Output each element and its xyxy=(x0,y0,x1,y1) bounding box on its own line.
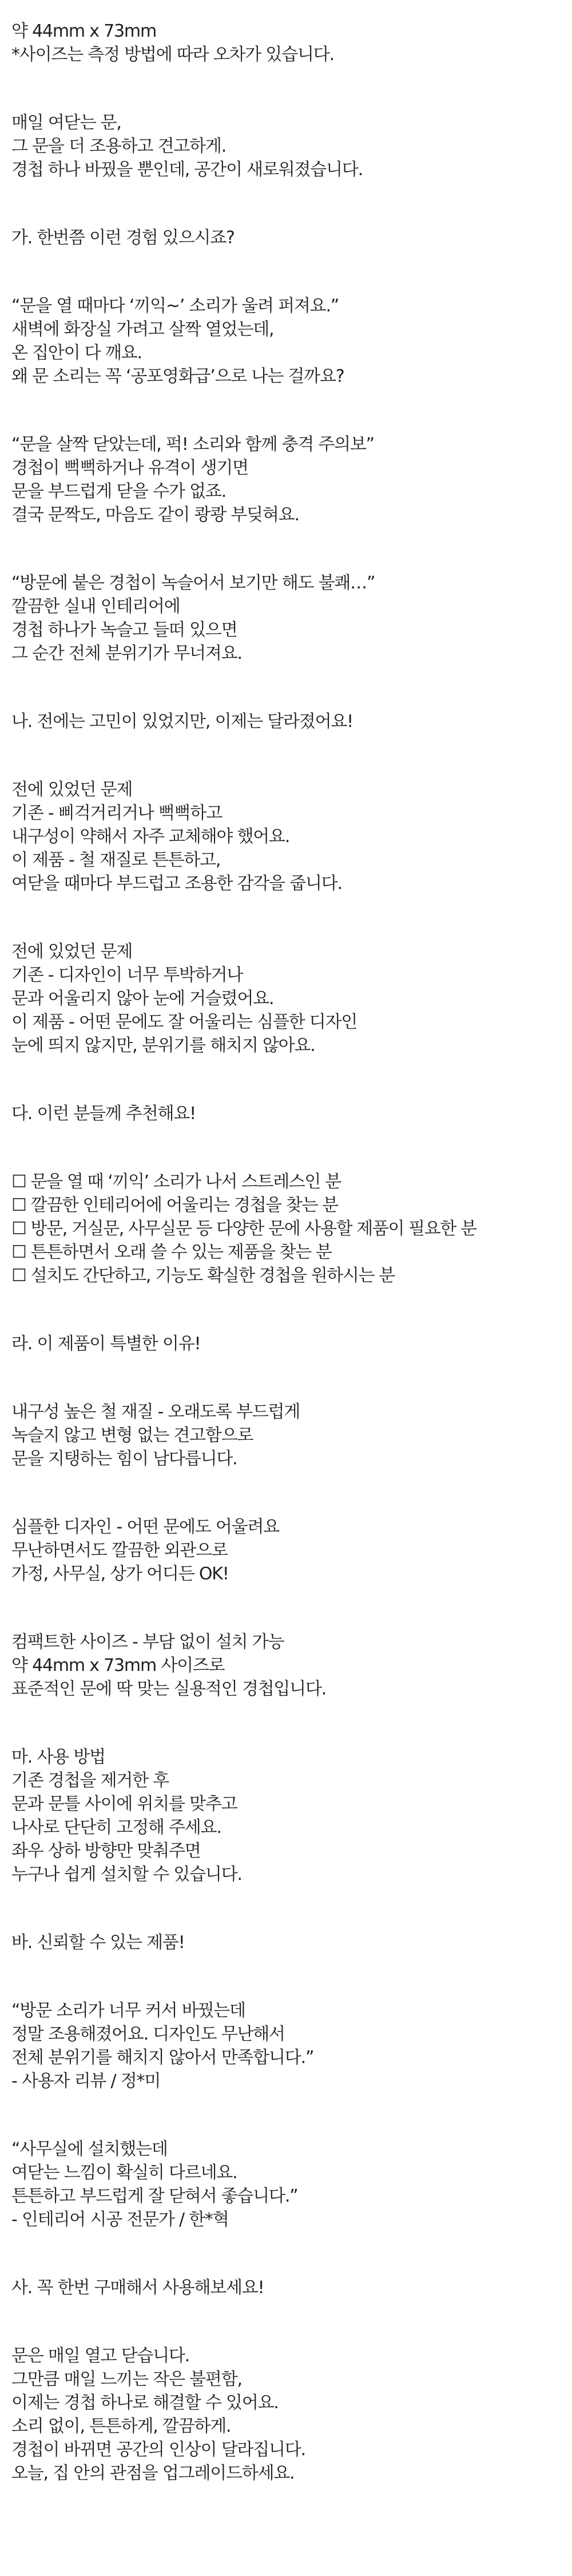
checklist-item: ☐ 깔끔한 인테리어에 어울리는 경첩을 찾는 분 xyxy=(11,1195,338,1215)
text-line: 무난하면서도 깔끔한 외관으로 xyxy=(11,1540,228,1560)
text-line: 내구성 높은 철 재질 - 오래도록 부드럽게 xyxy=(11,1402,300,1422)
text-paragraph xyxy=(11,571,572,665)
text-line: 문과 문틀 사이에 위치를 맞추고 xyxy=(11,1794,237,1814)
text-paragraph xyxy=(11,778,572,895)
text-line: 이 제품 - 철 재질로 튼튼하고, xyxy=(11,850,221,870)
text-line: 이 제품 - 어떤 문에도 잘 어울리는 심플한 디자인 xyxy=(11,1012,357,1032)
text-paragraph xyxy=(11,1999,572,2093)
text-line: 경첩 하나가 녹슬고 들떠 있으면 xyxy=(11,620,237,640)
text-line: 기존 - 디자인이 너무 투박하거나 xyxy=(11,965,243,985)
section-heading xyxy=(11,2276,572,2300)
text-line: 전에 있었던 문제 xyxy=(11,942,133,962)
text-line: 매일 여닫는 문, xyxy=(11,113,121,133)
text-paragraph xyxy=(11,940,572,1057)
text-paragraph xyxy=(11,1745,572,1886)
checklist-item: ☐ 방문, 거실문, 사무실문 등 다양한 문에 사용할 제품이 필요한 분 xyxy=(11,1219,476,1239)
text-line: 내구성이 약해서 자주 교체해야 했어요. xyxy=(11,827,290,847)
text-line: 전체 분위기를 해치지 않아서 만족합니다.” xyxy=(11,2048,314,2068)
text-paragraph xyxy=(11,433,572,527)
text-paragraph xyxy=(11,111,572,181)
text-line: 누구나 쉽게 설치할 수 있습니다. xyxy=(11,1864,242,1884)
text-line: 컴팩트한 사이즈 - 부담 없이 설치 가능 xyxy=(11,1632,284,1652)
checklist-item: ☐ 튼튼하면서 오래 쓸 수 있는 제품을 찾는 분 xyxy=(11,1242,332,1262)
text-line: 소리 없이, 튼튼하게, 깔끔하게. xyxy=(11,2416,231,2436)
text-paragraph xyxy=(11,1515,572,1586)
text-line: 결국 문짝도, 마음도 같이 쾅쾅 부딪혀요. xyxy=(11,505,299,525)
text-line: 왜 문 소리는 꼭 ‘공포영화급’으로 나는 걸까요? xyxy=(11,366,344,386)
text-line: 가. 한번쯤 이런 경험 있으시죠? xyxy=(11,228,235,248)
text-line: 그 순간 전체 분위기가 무너져요. xyxy=(11,643,242,663)
text-paragraph xyxy=(11,2344,572,2485)
text-line: 그 문을 더 조용하고 견고하게. xyxy=(11,136,227,156)
text-line: 이제는 경첩 하나로 해결할 수 있어요. xyxy=(11,2393,279,2413)
text-line: 사. 꼭 한번 구매해서 사용해보세요! xyxy=(11,2278,264,2298)
text-line: 정말 조용해졌어요. 디자인도 무난해서 xyxy=(11,2024,285,2044)
text-line: “문을 열 때마다 ‘끼익~’ 소리가 울려 퍼져요.” xyxy=(11,296,339,316)
text-line: 온 집안이 다 깨요. xyxy=(11,343,142,363)
text-line: 문은 매일 열고 닫습니다. xyxy=(11,2346,190,2366)
checklist-item: ☐ 문을 열 때 ‘끼익’ 소리가 나서 스트레스인 분 xyxy=(11,1172,341,1192)
text-line: 그만큼 매일 느끼는 작은 불편함, xyxy=(11,2369,242,2389)
section-heading xyxy=(11,1332,572,1356)
text-line: 문과 어울리지 않아 눈에 거슬렸어요. xyxy=(11,989,274,1009)
text-paragraph xyxy=(11,1400,572,1471)
text-line: - 사용자 리뷰 / 정*미 xyxy=(11,2071,161,2091)
section-heading xyxy=(11,1931,572,1954)
text-paragraph xyxy=(11,294,572,388)
text-line: 나사로 단단히 고정해 주세요. xyxy=(11,1818,221,1838)
text-line: 좌우 상하 방향만 맞춰주면 xyxy=(11,1841,201,1861)
section-heading xyxy=(11,1102,572,1125)
text-line: 여닫을 때마다 부드럽고 조용한 감각을 줍니다. xyxy=(11,874,342,894)
text-line: “사무실에 설치했는데 xyxy=(11,2139,168,2159)
section-heading xyxy=(11,710,572,733)
text-line: *사이즈는 측정 방법에 따라 오차가 있습니다. xyxy=(11,45,334,65)
text-line: 라. 이 제품이 특별한 이유! xyxy=(11,1334,201,1354)
text-line: 깔끔한 실내 인테리어에 xyxy=(11,596,180,617)
text-line: 여닫는 느낌이 확실히 다르네요. xyxy=(11,2163,237,2183)
text-line: 나. 전에는 고민이 있었지만, 이제는 달라졌어요! xyxy=(11,712,353,732)
text-line: 문을 지탱하는 힘이 남다릅니다. xyxy=(11,1449,237,1469)
text-line: 마. 사용 방법 xyxy=(11,1747,105,1767)
text-line: - 인테리어 시공 전문가 / 한*혁 xyxy=(11,2210,229,2230)
text-line: 문을 부드럽게 닫을 수가 없죠. xyxy=(11,481,227,501)
text-line: 경첩이 뻑뻑하거나 유격이 생기면 xyxy=(11,458,248,478)
text-line: 녹슬지 않고 변형 없는 견고함으로 xyxy=(11,1425,253,1445)
text-line: 바. 신뢰할 수 있는 제품! xyxy=(11,1933,185,1953)
text-line: 경첩 하나 바꿨을 뿐인데, 공간이 새로워졌습니다. xyxy=(11,160,363,180)
text-line: “문을 살짝 닫았는데, 퍽! 소리와 함께 충격 주의보” xyxy=(11,434,375,455)
text-line: 가정, 사무실, 상가 어디든 OK! xyxy=(11,1564,229,1584)
text-line: 심플한 디자인 - 어떤 문에도 어울려요 xyxy=(11,1517,280,1537)
checklist-item: ☐ 설치도 간단하고, 기능도 확실한 경첩을 원하시는 분 xyxy=(11,1266,395,1286)
text-line: 기존 경첩을 제거한 후 xyxy=(11,1771,169,1791)
text-line: 튼튼하고 부드럽게 잘 닫혀서 좋습니다.” xyxy=(11,2186,298,2206)
text-line: 기존 - 삐걱거리거나 뻑뻑하고 xyxy=(11,803,222,823)
text-line: 경첩이 바뀌면 공간의 인상이 달라집니다. xyxy=(11,2440,305,2460)
text-line: “방문 소리가 너무 커서 바꿨는데 xyxy=(11,2001,245,2021)
text-line: 전에 있었던 문제 xyxy=(11,780,133,800)
text-paragraph xyxy=(11,19,572,66)
text-paragraph xyxy=(11,1630,572,1701)
text-line: 눈에 띄지 않지만, 분위기를 해치지 않아요. xyxy=(11,1036,315,1056)
text-line: 오늘, 집 안의 관점을 업그레이드하세요. xyxy=(11,2463,295,2483)
text-line: 다. 이런 분들께 추천해요! xyxy=(11,1104,196,1124)
text-line: 약 44mm x 73mm xyxy=(11,21,156,41)
section-heading xyxy=(11,226,572,250)
text-line: 표준적인 문에 딱 맞는 실용적인 경첩입니다. xyxy=(11,1679,327,1699)
text-paragraph xyxy=(11,2138,572,2231)
text-line: 약 44mm x 73mm 사이즈로 xyxy=(11,1656,225,1676)
text-line: 새벽에 화장실 가려고 살짝 열었는데, xyxy=(11,319,274,339)
text-line: “방문에 붙은 경첩이 녹슬어서 보기만 해도 불쾌…” xyxy=(11,573,375,593)
recommendation-checklist xyxy=(11,1170,572,1287)
